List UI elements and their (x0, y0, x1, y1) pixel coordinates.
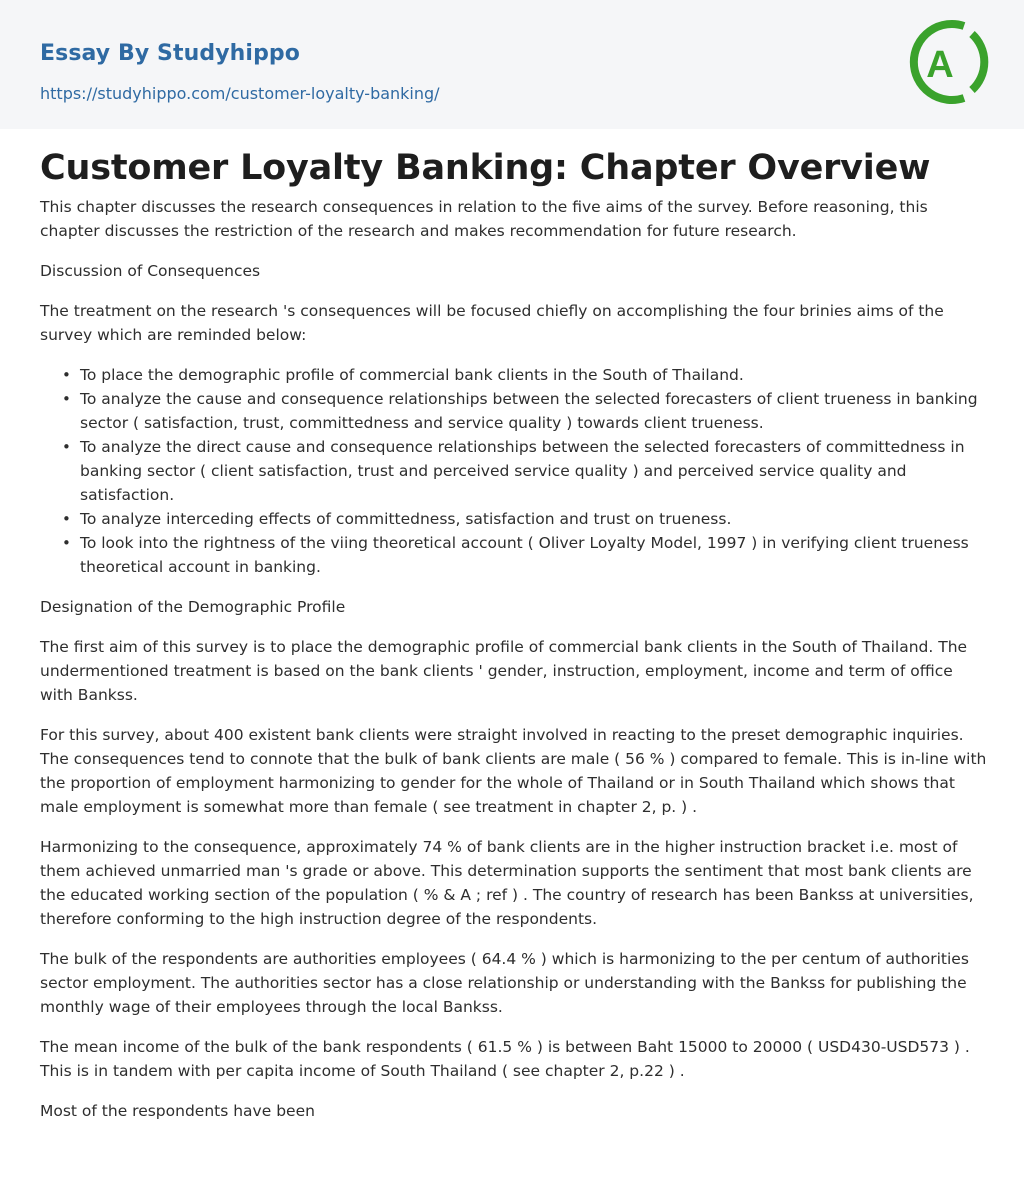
paragraph-survey: For this survey, about 400 existent bank clients were straight involved in reacting to the preset demographic inquiries. The consequences tend to connote that the bulk of bank clients are male ( 56 % ) compared to female. This is in-line with the proportion of employment harmonizing to gender for the whole of Thailand or in South Thailand which shows that male employment is somewhat more than female ( see treatment in chapter 2, p. ) . (40, 726, 987, 816)
logo-letter: A (926, 44, 954, 86)
paragraph-education: Harmonizing to the consequence, approximately 74 % of bank clients are in the higher instruction bracket i.e. most of them achieved unmarried man 's grade or above. This determination supports the sentiment that most bank clients are the educated working section of the population ( % & A ; ref ) . The country of research has been Bankss at universities, therefore conforming to the high instruction degree of the respondents. (40, 838, 974, 928)
source-url-link[interactable]: https://studyhippo.com/customer-loyalty-banking/ (40, 84, 440, 103)
list-item: • To analyze the cause and consequence relationships between the selected forecasters of client trueness in banking sector ( satisfaction, trust, committedness and service quality ) towards client trueness. (40, 387, 988, 435)
list-item: • To place the demographic profile of commercial bank clients in the South of Thailand. (40, 363, 988, 387)
article-body (40, 145, 988, 1139)
site-header (0, 0, 1024, 129)
list-item: • To analyze interceding effects of committedness, satisfaction and trust on trueness. (40, 507, 988, 531)
aims-list (40, 363, 988, 579)
paragraph-employment: The bulk of the respondents are authorities employees ( 64.4 % ) which is harmonizing to the per centum of authorities sector employment. The authorities sector has a close relationship or understanding with the Bankss for publishing the monthly wage of their employees through the local Bankss. (40, 950, 969, 1016)
studyhippo-logo-icon[interactable] (902, 16, 990, 108)
section-heading-discussion: Discussion of Consequences (40, 262, 261, 280)
brand-title[interactable]: Essay By Studyhippo (40, 41, 300, 66)
list-item: • To look into the rightness of the viing theoretical account ( Oliver Loyalty Model, 1997 ) in verifying client trueness theoretical account in banking. (40, 531, 988, 579)
list-item: • To analyze the direct cause and consequence relationships between the selected forecasters of committedness in banking sector ( client satisfaction, trust and perceived service quality ) and perceived service quality and satisfaction. (40, 435, 988, 507)
section-heading-demographic: Designation of the Demographic Profile (40, 598, 346, 616)
paragraph-income: The mean income of the bulk of the bank respondents ( 61.5 % ) is between Baht 15000 to 20000 ( USD430-USD573 ) . This is in tandem with per capita income of South Thailand ( see chapter 2, p.22 ) . (40, 1038, 970, 1080)
intro-paragraph: This chapter discusses the research consequences in relation to the five aims of the survey. Before reasoning, this chapter discusses the restriction of the research and makes recommendation for future research. (40, 198, 928, 240)
page-title: Customer Loyalty Banking: Chapter Overview (40, 148, 931, 188)
paragraph-treatment: The treatment on the research 's consequences will be focused chiefly on accomplishing the four brinies aims of the survey which are reminded below: (40, 302, 944, 344)
paragraph-first-aim: The first aim of this survey is to place the demographic profile of commercial bank clients in the South of Thailand. The undermentioned treatment is based on the bank clients ' gender, instruction, employment, income and term of office with Bankss. (40, 638, 968, 704)
paragraph-tenure: Most of the respondents have been (40, 1102, 315, 1120)
